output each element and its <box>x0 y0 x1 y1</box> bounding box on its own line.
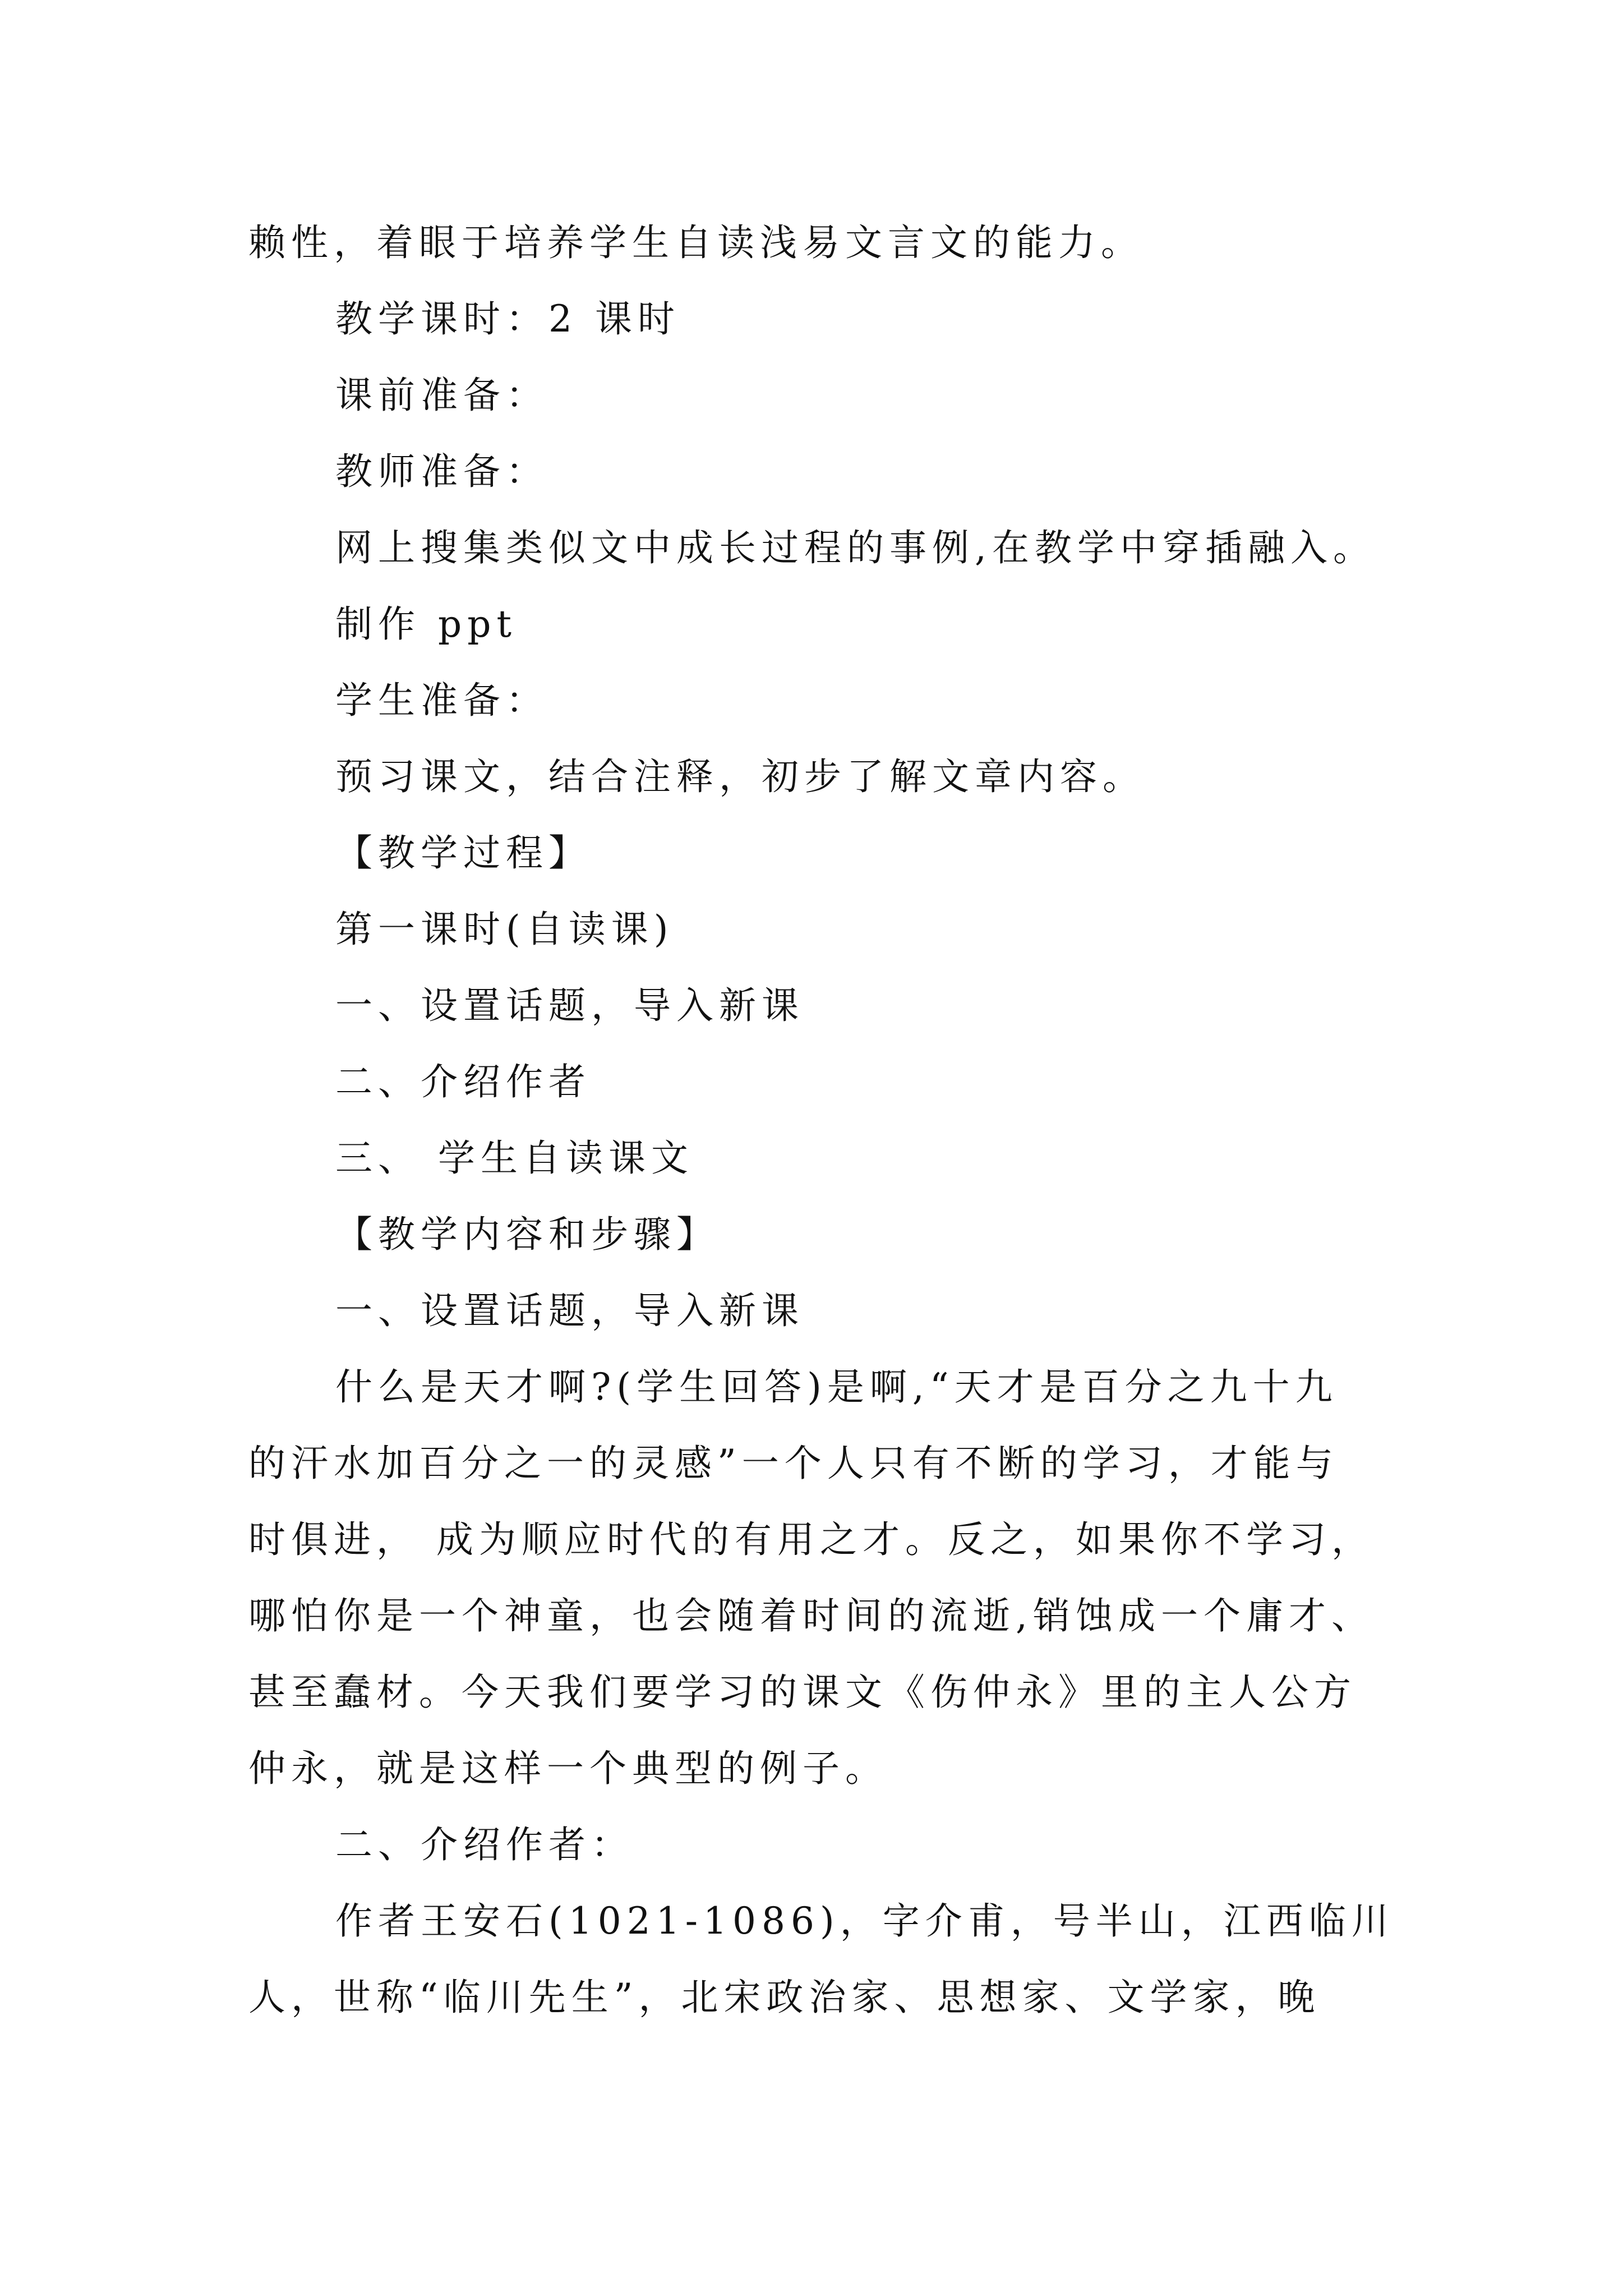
paragraph-line: 哪怕你是一个神童，也会随着时间的流逝,销蚀成一个庸才、 <box>248 1594 1374 1637</box>
body-line: 制作 ppt <box>335 602 517 646</box>
body-line: 网上搜集类似文中成长过程的事例,在教学中穿插融入。 <box>335 526 1376 569</box>
teaching-process-heading: 【教学过程】 <box>335 831 591 875</box>
paragraph-line: 甚至蠢材。今天我们要学习的课文《伤仲永》里的主人公方 <box>248 1671 1357 1714</box>
outline-item: 二、介绍作者 <box>335 1060 591 1103</box>
preparation-heading: 课前准备： <box>335 374 548 417</box>
section-heading: 一、设置话题，导入新课 <box>335 1289 804 1332</box>
paragraph-line: 的汗水加百分之一的灵感”一个人只有不断的学习，才能与 <box>248 1442 1339 1485</box>
body-line: 赖性，着眼于培养学生自读浅易文言文的能力。 <box>248 221 1144 264</box>
content-steps-heading: 【教学内容和步骤】 <box>335 1213 719 1256</box>
paragraph-line: 什么是天才啊?(学生回答)是啊,“天才是百分之九十九 <box>335 1365 1338 1409</box>
outline-item: 三、 学生自读课文 <box>335 1137 694 1180</box>
section-heading: 二、介绍作者： <box>335 1823 634 1866</box>
document-body <box>248 205 1393 2036</box>
paragraph-line: 仲永，就是这样一个典型的例子。 <box>248 1747 888 1790</box>
outline-item: 一、设置话题，导入新课 <box>335 984 804 1027</box>
body-line: 预习课文，结合注释，初步了解文章内容。 <box>335 755 1145 798</box>
paragraph-line: 时俱进， 成为顺应时代的有用之才。反之，如果你不学习， <box>248 1518 1374 1561</box>
paragraph-line: 作者王安石(1021-1086)，字介甫，号半山，江西临川 <box>335 1899 1394 1943</box>
first-lesson-heading: 第一课时(自读课) <box>335 908 674 951</box>
student-preparation-heading: 学生准备： <box>335 679 548 722</box>
teaching-hours: 教学课时：2 课时 <box>335 297 680 341</box>
paragraph-line: 人，世称“临川先生”，北宋政治家、思想家、文学家，晚 <box>248 1976 1321 2019</box>
teacher-preparation-heading: 教师准备： <box>335 450 548 493</box>
